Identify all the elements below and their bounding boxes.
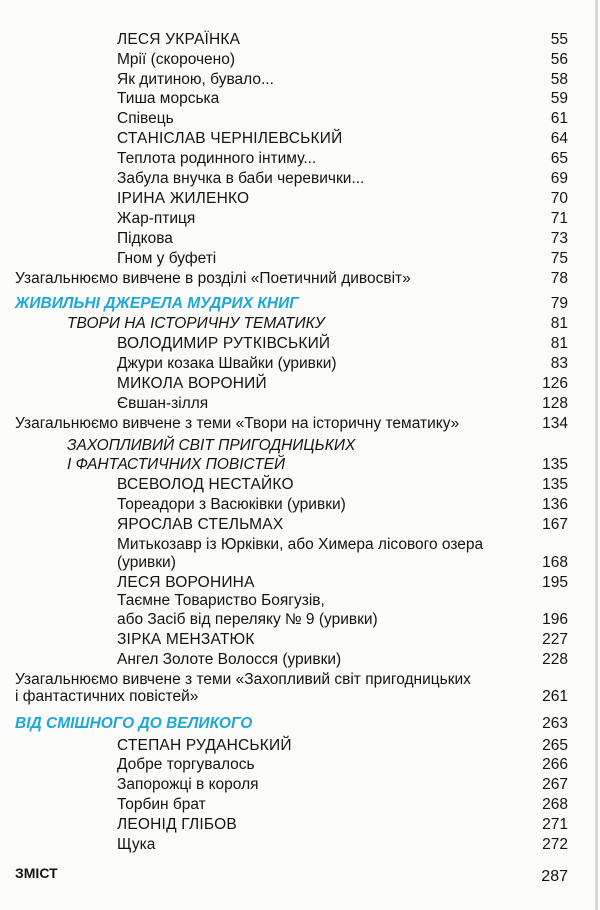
toc-entry-page: 168 bbox=[542, 554, 568, 571]
toc-entry-page: 128 bbox=[542, 395, 568, 412]
toc-entry-title: Митькозавр із Юрківки, або Химера лісового озера bbox=[117, 536, 484, 553]
toc-entry-page: 272 bbox=[542, 836, 568, 853]
toc-entry-page: 126 bbox=[542, 375, 568, 392]
toc-entry-title: Узагальнюємо вивчене з теми «Твори на історичну тематику» bbox=[15, 415, 460, 432]
footer-label: ЗМІСТ bbox=[15, 865, 58, 881]
toc-entry-page: 70 bbox=[550, 190, 568, 207]
toc-subsection-title: ТВОРИ НА ІСТОРИЧНУ ТЕМАТИКУ bbox=[67, 315, 325, 332]
toc-entry-title: Щука bbox=[117, 836, 156, 853]
toc-entry-title: Таємне Товариство Боягузів, bbox=[117, 592, 325, 609]
toc-entry-page: 58 bbox=[550, 71, 568, 88]
toc-entry-title: Ангел Золоте Волосся (уривки) bbox=[117, 651, 342, 668]
toc-entry-page: 195 bbox=[542, 574, 568, 591]
toc-entry-title: ВСЕВОЛОД НЕСТАЙКО bbox=[117, 476, 294, 493]
toc-entry-page: 167 bbox=[542, 516, 568, 533]
toc-entry-page: 196 bbox=[542, 611, 568, 628]
toc-entry-title: ЛЕОНІД ГЛІБОВ bbox=[117, 816, 237, 833]
toc-entry-title: Євшан-зілля bbox=[117, 395, 209, 412]
toc-entry-title: ІРИНА ЖИЛЕНКО bbox=[117, 190, 250, 207]
toc-entry-page: 64 bbox=[550, 130, 568, 147]
toc-entry-title: Гном у буфеті bbox=[117, 250, 217, 267]
toc-entry-title: Жар-птиця bbox=[117, 210, 196, 227]
toc-entry-page: 81 bbox=[550, 335, 568, 352]
toc-entry-page: 135 bbox=[542, 456, 568, 473]
toc-subsection-title: ЗАХОПЛИВИЙ СВІТ ПРИГОДНИЦЬКИХ bbox=[67, 437, 356, 454]
toc-entry-title: СТАНІСЛАВ ЧЕРНІЛЕВСЬКИЙ bbox=[117, 130, 343, 147]
toc-section-title: ВІД СМІШНОГО ДО ВЕЛИКОГО bbox=[15, 715, 253, 732]
toc-entry-title: СТЕПАН РУДАНСЬКИЙ bbox=[117, 737, 292, 754]
toc-entry-title: ВОЛОДИМИР РУТКІВСЬКИЙ bbox=[117, 335, 331, 352]
toc-entry-title: ЛЕСЯ ВОРОНИНА bbox=[117, 574, 255, 591]
toc-entry-title: ЛЕСЯ УКРАЇНКА bbox=[117, 31, 241, 48]
toc-entry-title: Співець bbox=[117, 110, 174, 127]
toc-entry-page: 263 bbox=[542, 715, 568, 732]
toc-entry-page: 83 bbox=[550, 355, 568, 372]
toc-entry-title: Підкова bbox=[117, 230, 173, 247]
toc-subsection-title: І ФАНТАСТИЧНИХ ПОВІСТЕЙ bbox=[67, 456, 286, 473]
toc-entry-title: Забула внучка в баби черевички... bbox=[117, 170, 365, 187]
toc-entry-page: 61 bbox=[550, 110, 568, 127]
page-edge bbox=[595, 0, 598, 910]
toc-entry-title: (уривки) bbox=[117, 554, 176, 571]
toc-entry-page: 268 bbox=[542, 796, 568, 813]
toc-entry-title: Добре торгувалось bbox=[117, 756, 255, 773]
toc-entry-title: Торбин брат bbox=[117, 796, 206, 813]
toc-entry-title: Теплота родинного інтиму... bbox=[117, 150, 317, 167]
toc-entry-page: 271 bbox=[542, 816, 568, 833]
toc-entry-title: Джури козака Швайки (уривки) bbox=[117, 355, 337, 372]
toc-entry-title: Узагальнюємо вивчене з теми «Захопливий світ пригодницьких bbox=[15, 671, 471, 688]
toc-entry-page: 81 bbox=[550, 315, 568, 332]
toc-entry-title: і фантастичних повістей» bbox=[15, 688, 199, 705]
toc-entry-title: Тореадори з Васюківки (уривки) bbox=[117, 496, 346, 513]
toc-entry-title: або Засіб від переляку № 9 (уривки) bbox=[117, 611, 378, 628]
toc-entry-page: 267 bbox=[542, 776, 568, 793]
toc-entry-page: 69 bbox=[550, 170, 568, 187]
toc-entry-page: 59 bbox=[550, 90, 568, 107]
toc-entry-page: 73 bbox=[550, 230, 568, 247]
toc-entry-page: 266 bbox=[542, 756, 568, 773]
toc-entry-page: 75 bbox=[550, 250, 568, 267]
toc-entry-page: 65 bbox=[550, 150, 568, 167]
toc-entry-page: 55 bbox=[550, 31, 568, 48]
toc-entry-title: Як дитиною, бувало... bbox=[117, 71, 274, 88]
toc-entry-title: Мрії (скорочено) bbox=[117, 51, 236, 68]
toc-entry-page: 228 bbox=[542, 651, 568, 668]
toc-entry-title: Тиша морська bbox=[117, 90, 220, 107]
toc-entry-page: 56 bbox=[550, 51, 568, 68]
toc-entry-page: 135 bbox=[542, 476, 568, 493]
toc-section-title: ЖИВИЛЬНІ ДЖЕРЕЛА МУДРИХ КНИГ bbox=[15, 295, 299, 312]
toc-entry-page: 136 bbox=[542, 496, 568, 513]
toc-entry-page: 79 bbox=[550, 295, 568, 312]
toc-entry-title: Узагальнюємо вивчене в розділі «Поетичний дивосвіт» bbox=[15, 270, 411, 287]
toc-entry-page: 78 bbox=[550, 270, 568, 287]
toc-entry-title: ЯРОСЛАВ СТЕЛЬМАХ bbox=[117, 516, 284, 533]
toc-entry-page: 134 bbox=[542, 415, 568, 432]
toc-entry-title: МИКОЛА ВОРОНИЙ bbox=[117, 375, 267, 392]
toc-entry-page: 227 bbox=[542, 631, 568, 648]
page-number: 287 bbox=[541, 868, 568, 885]
toc-entry-title: ЗІРКА МЕНЗАТЮК bbox=[117, 631, 255, 648]
toc-entry-page: 265 bbox=[542, 737, 568, 754]
toc-entry-title: Запорожці в короля bbox=[117, 776, 259, 793]
toc-entry-page: 71 bbox=[550, 210, 568, 227]
toc-entry-page: 261 bbox=[542, 688, 568, 705]
